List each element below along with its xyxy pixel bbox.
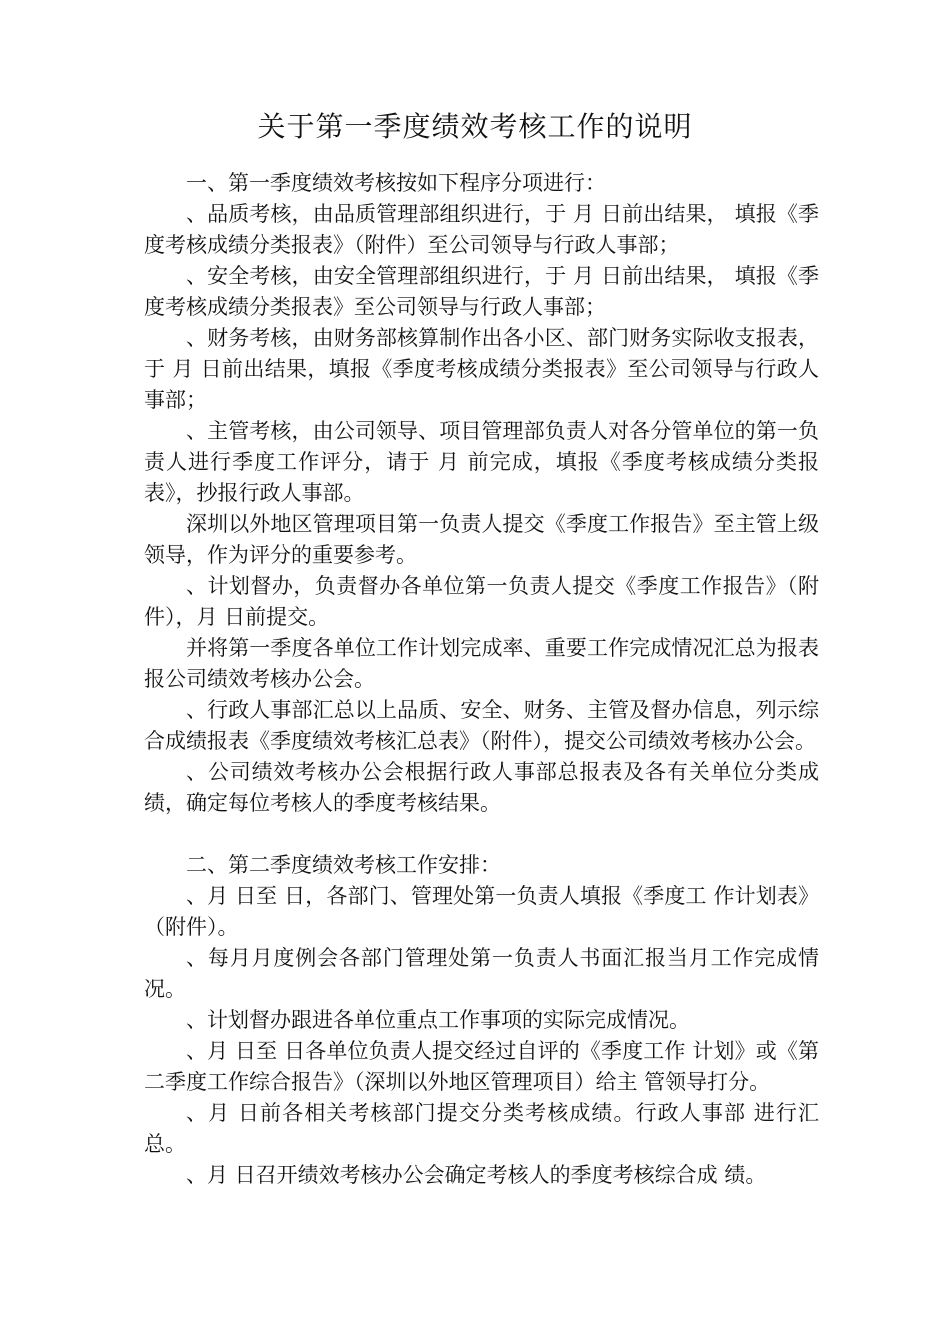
- paragraph: 、月 日至 日各单位负责人提交经过自评的《季度工作 计划》或《第二季度工作综合报告》（深圳以外地区管理项目）给主 管领导打分。: [144, 1039, 819, 1094]
- section-1-heading: 一、第一季度绩效考核按如下程序分项进行：: [186, 171, 606, 195]
- paragraph: 、月 日召开绩效考核办公会确定考核人的季度考核综合成 绩。: [186, 1163, 767, 1187]
- section-spacer: [144, 819, 819, 850]
- paragraph: 、计划督办跟进各单位重点工作事项的实际完成情况。: [186, 1008, 690, 1032]
- paragraph: 、月 日前各相关考核部门提交分类考核成绩。行政人事部 进行汇总。: [144, 1101, 819, 1156]
- paragraph: 、计划督办，负责督办各单位第一负责人提交《季度工作报告》（附件），月 日前提交。: [144, 574, 819, 629]
- paragraph: 、每月月度例会各部门管理处第一负责人书面汇报当月工作完成情况。: [144, 946, 819, 1001]
- paragraph: 、月 日至 日，各部门、管理处第一负责人填报《季度工 作计划表》（附件）。: [144, 884, 819, 939]
- document-title: 关于第一季度绩效考核工作的说明: [257, 110, 693, 143]
- paragraph: 、公司绩效考核办公会根据行政人事部总报表及各有关单位分类成绩，确定每位考核人的季度考核结果。: [144, 760, 819, 815]
- paragraph: 深圳以外地区管理项目第一负责人提交《季度工作报告》至主管上级领导，作为评分的重要参考。: [144, 512, 819, 567]
- section-2-heading: 二、第二季度绩效考核工作安排：: [186, 853, 501, 877]
- document-body: [144, 168, 819, 1191]
- paragraph: 、安全考核，由安全管理部组织进行，于 月 日前出结果， 填报《季度考核成绩分类报表》至公司领导与行政人事部；: [144, 264, 819, 319]
- paragraph: 、行政人事部汇总以上品质、安全、财务、主管及督办信息，列示综合成绩报表《季度绩效考核汇总表》（附件），提交公司绩效考核办公会。: [144, 698, 819, 753]
- paragraph: 、品质考核，由品质管理部组织进行，于 月 日前出结果， 填报《季度考核成绩分类报表》（附件）至公司领导与行政人事部；: [144, 202, 819, 257]
- paragraph: 、主管考核，由公司领导、项目管理部负责人对各分管单位的第一负责人进行季度工作评分，请于 月 前完成，填报《季度考核成绩分类报表》，抄报行政人事部。: [144, 419, 819, 505]
- paragraph: 并将第一季度各单位工作计划完成率、重要工作完成情况汇总为报表报公司绩效考核办公会。: [144, 636, 819, 691]
- paragraph: 、财务考核，由财务部核算制作出各小区、部门财务实际收支报表，于 月 日前出结果，填报《季度考核成绩分类报表》至公司领导与行政人事部；: [144, 326, 819, 412]
